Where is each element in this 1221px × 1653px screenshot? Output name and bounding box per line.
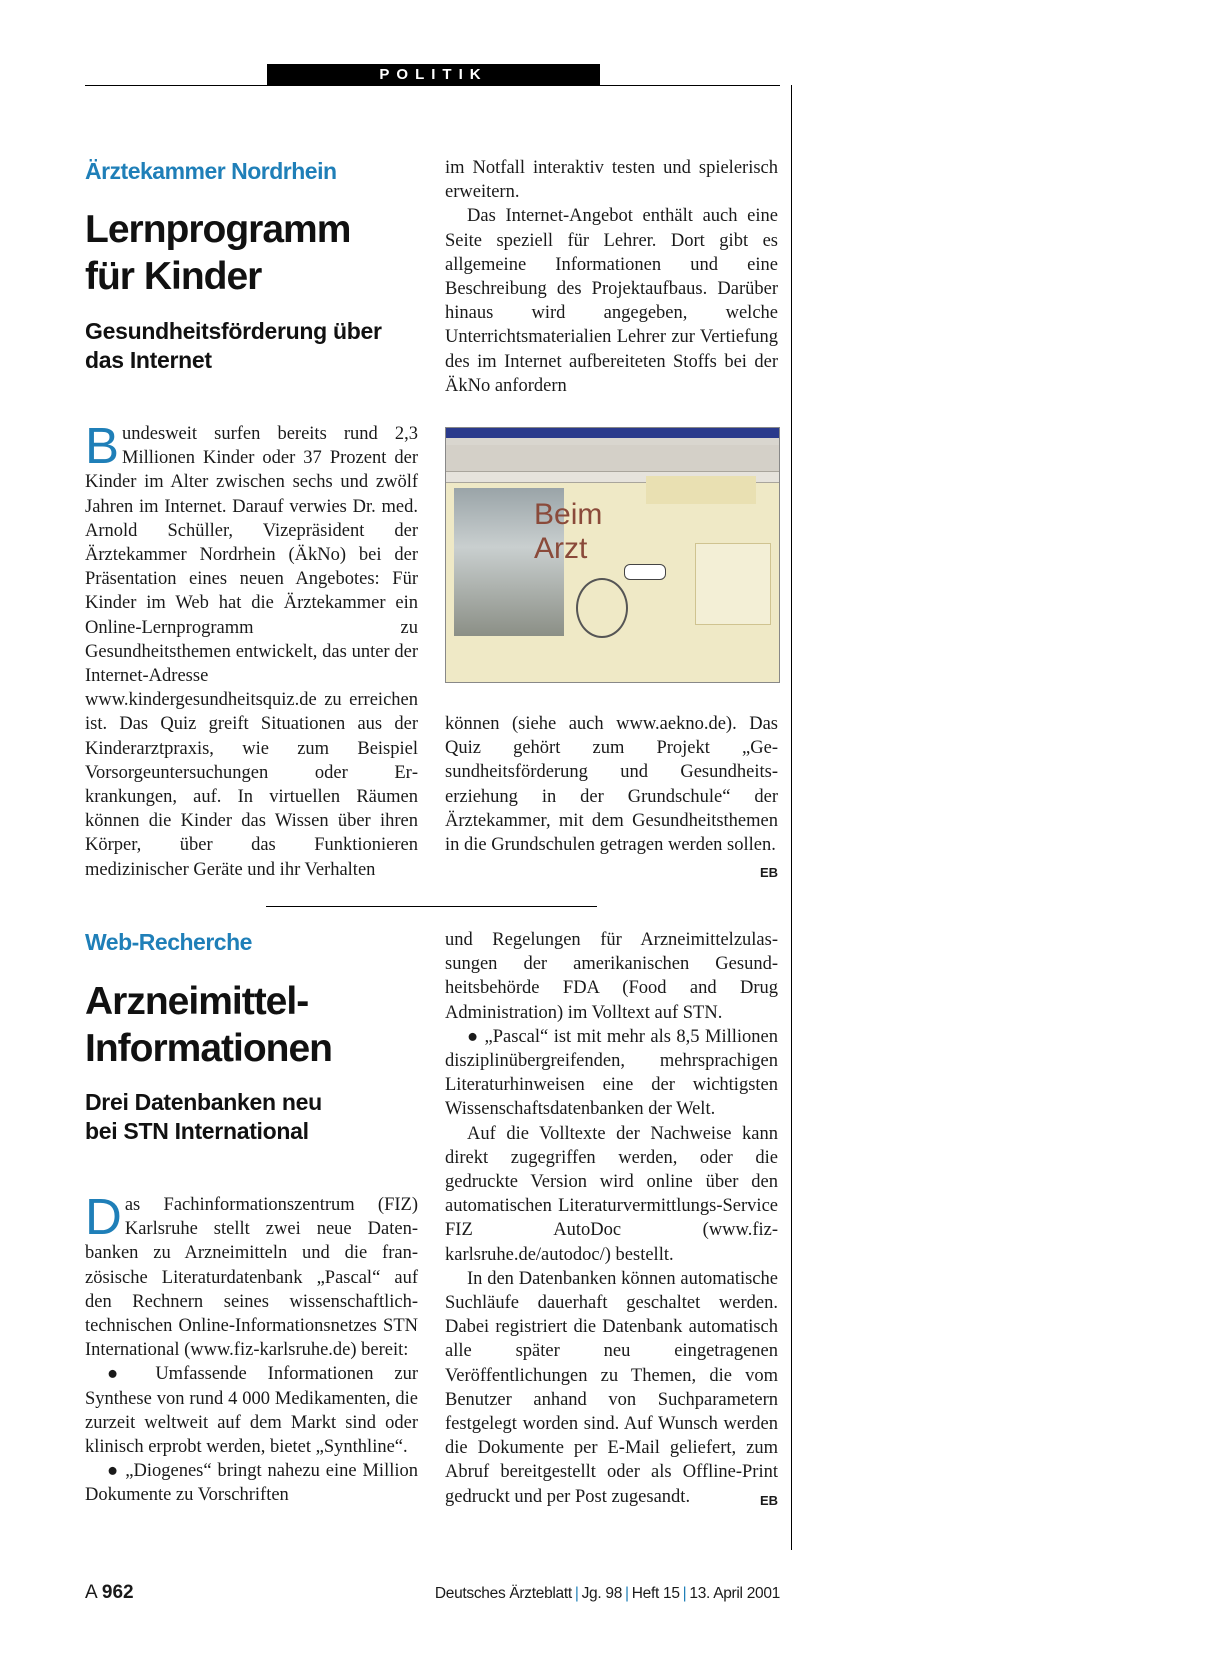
footer-separator: | — [574, 1585, 579, 1602]
article1-right-bottom-text: können (siehe auch www.aekno.de). Das Quiz gehört zum Projekt „Gesundheitsförderung und Gesundheitserziehung in der Grundschule“ der Ärztekammer, mit dem Gesundheitsthemen in die Grundschulen getragen werden sollen. — [445, 714, 778, 856]
article1-right-p1: im Notfall interaktiv testen und spielerisch erweitern. — [445, 158, 778, 203]
article1-dropcap: B — [85, 417, 120, 474]
browser-toolbar — [446, 445, 779, 472]
journal-name: Deutsches Ärzteblatt — [434, 1585, 572, 1602]
article2-headline — [85, 978, 332, 1072]
article1-right-top-column — [445, 156, 778, 398]
article2-dropcap: D — [85, 1188, 122, 1245]
article1-paragraph — [85, 417, 418, 882]
journal-date: 13. April 2001 — [689, 1585, 780, 1602]
article2-subhead — [85, 1088, 322, 1146]
article2-right-p3: Auf die Volltexte der Nachweise kann direkt zugegriffen werden, oder die gedruckte Version wird online über den automatischen Literaturvermittlungs-Service FIZ AutoDoc (www.fiz-karlsruhe.de/autodoc/) bestellt. — [445, 1123, 778, 1265]
footer-separator: | — [682, 1585, 687, 1602]
article1-headline-line2: für Kinder — [85, 255, 262, 298]
site-title: Beim Arzt — [534, 498, 603, 565]
footer-separator: | — [625, 1585, 629, 1602]
article2-left-p3: ● „Diogenes“ bringt nahezu eine Million Dokumente zu Vorschriften — [85, 1461, 418, 1506]
article2-left-p1 — [85, 1188, 418, 1362]
article1-headline — [85, 206, 350, 300]
article1-subhead — [85, 317, 382, 375]
article1-right-bottom-column — [445, 712, 778, 885]
site-sidebar-box — [695, 543, 771, 625]
article2-left-p2: ● Umfassende Informationen zur Synthese von rund 4 000 Medikamenten, die zurzeit weltweit auf dem Markt sind oder klinisch erprobt werden, bietet „Synthline“. — [85, 1364, 418, 1458]
article2-right-p1: und Regelungen für Arzneimittelzulassungen der amerikanischen Gesundheitsbehörde FDA (Food and Drug Administration) im Volltext auf STN. — [445, 930, 778, 1023]
page-prefix: A — [85, 1582, 97, 1603]
page-number-value: 962 — [101, 1582, 134, 1603]
article1-right-p2: Das Internet-Angebot enthält auch eine Seite speziell für Lehrer. Dort gibt es allgemeine Informationen und eine Beschreibung des Projektaufbaus. Darüber hinaus wird angegeben, welche Unterrichtsmaterialien Lehrer zur Vertiefung des im Internet aufbereiteten Stoffs bei der ÄkNo anfordern — [445, 206, 778, 396]
article2-signature: EB — [759, 1492, 778, 1508]
site-header-logo — [646, 476, 756, 504]
article2-kicker: Web-Recherche — [85, 929, 252, 955]
article1-subhead-line2: das Internet — [85, 347, 212, 373]
article1-subhead-line1: Gesundheitsförderung über — [85, 318, 382, 344]
article2-headline-line1: Arzneimittel- — [85, 980, 309, 1023]
column-rule — [791, 85, 792, 1550]
article1-right-p3 — [445, 712, 778, 881]
article1-kicker: Ärztekammer Nordrhein — [85, 158, 337, 184]
article1-left-column — [85, 417, 418, 882]
article2-right-p2: ● „Pascal“ ist mit mehr als 8,5 Millionen disziplinübergreifenden, mehrsprachigen Literaturhinweisen eine der wichtigsten Wissenschaftsdatenbanken der Welt. — [445, 1026, 778, 1120]
article1-left-text: undesweit surfen bereits rund 2,3 Millionen Kinder oder 37 Prozent der Kinder im Alter zwischen sechs und zwölf Jahren im Internet. Darauf verwies Dr. med. Arnold Schüller, Vizepräsident der Ärztekammer Nordrhein (ÄkNo) bei der Präsentation eines neuen Angebotes: Für Kinder im Web hat die Ärztekammer ein Online-Lernprogramm zu Gesundheitsthemen entwickelt, das unter der Internet-Adresse www.kindergesundheitsquiz.de zu erreichen ist. Das Quiz greift Situationen aus der Kinderarztpraxis, wie zum Beispiel Vorsorgeuntersuchungen oder Erkrankungen, auf. In virtuellen Räumen können die Kinder das Wissen über ihren Körper, über das Funktionieren medizinischer Geräte und ihr Verhalten — [85, 424, 418, 880]
article2-subhead-line1: Drei Datenbanken neu — [85, 1089, 322, 1115]
section-label: POLITIK — [267, 64, 600, 85]
top-rule — [85, 85, 780, 86]
article2-right-column — [445, 928, 778, 1513]
browser-titlebar — [446, 428, 779, 438]
article2-headline-line2: Informationen — [85, 1027, 332, 1070]
article2-right-p4 — [445, 1267, 778, 1509]
cartoon-stethoscope-figure — [576, 578, 628, 638]
article2-right-p4-text: In den Datenbanken können automatische Suchläufe dauerhaft geschaltet werden. Dabei registriert die Datenbank automatisch alle später neu eingetragenen Veröffentlichungen zu Themen, die vom Benutzer anhand von Suchparametern festgelegt worden sind. Auf Wunsch werden die Dokumente per E-Mail geliefert, zum Abruf bereitgestellt oder als Offline-Print gedruckt und per Post zugesandt. — [445, 1268, 778, 1507]
page-number — [85, 1582, 134, 1604]
article-divider — [266, 906, 597, 907]
journal-volume: Jg. 98 — [581, 1585, 623, 1602]
journal-issue: Heft 15 — [631, 1585, 680, 1602]
speech-bubble — [624, 564, 666, 580]
article2-left-p1-text: as Fachinformationszentrum (FIZ) Karlsruhe stellt zwei neue Datenbanken zu Arzneimitteln und die französische Literaturdatenbank „Pascal“ auf den Rechnern seines wissenschaftlich-technischen Online-Informationsnetzes STN International (www.fiz-karlsruhe.de) bereit: — [85, 1195, 418, 1361]
article1-signature: EB — [759, 865, 778, 881]
website-screenshot — [445, 427, 780, 683]
article2-left-column — [85, 1188, 418, 1508]
journal-footer — [435, 1585, 780, 1603]
article2-subhead-line2: bei STN International — [85, 1118, 309, 1144]
browser-menubar — [446, 438, 779, 445]
article1-headline-line1: Lernprogramm — [85, 208, 351, 251]
